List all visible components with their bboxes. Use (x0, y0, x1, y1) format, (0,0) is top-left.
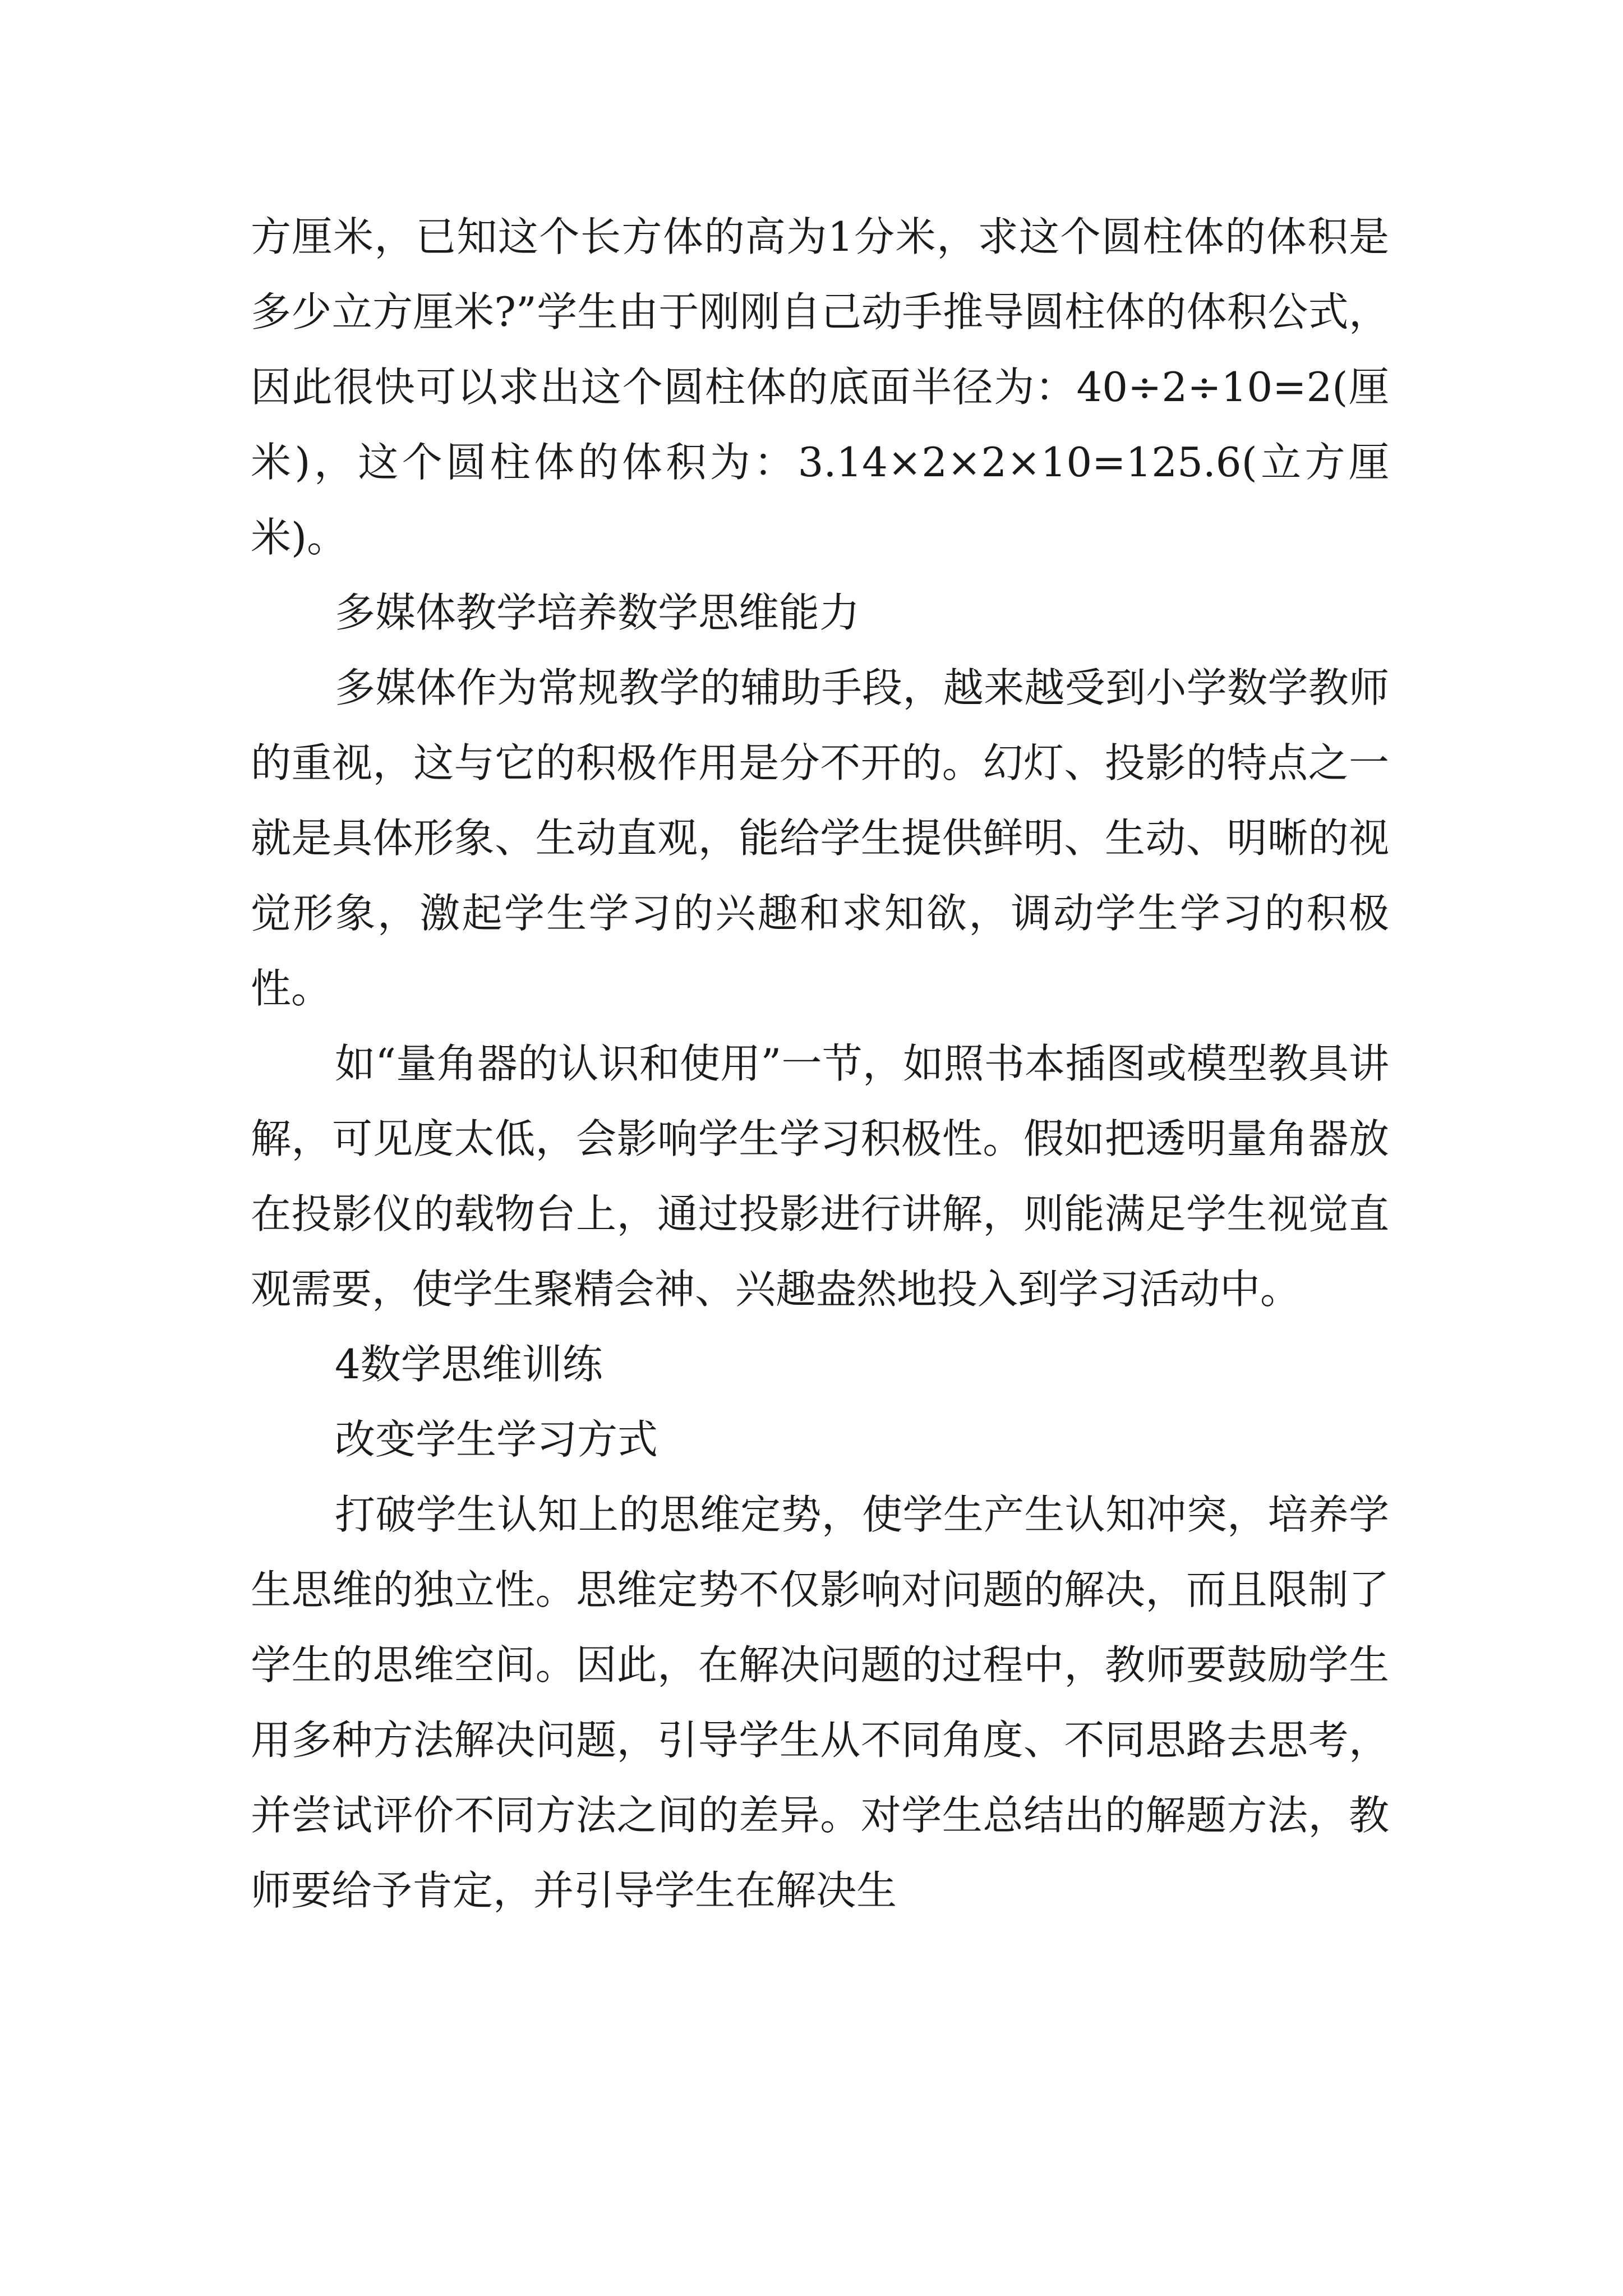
paragraph-continuation: 方厘米，已知这个长方体的高为1分米，求这个圆柱体的体积是多少立方厘米?”学生由于刚刚自己动手推导圆柱体的体积公式，因此很快可以求出这个圆柱体的底面半径为：40÷2÷10=2(厘米)，这个圆柱体的体积为：3.14×2×2×10=125.6(立方厘米)。 (251, 213, 1389, 561)
section-heading-thinking-training: 4数学思维训练 (335, 1341, 603, 1388)
section-heading-multimedia: 多媒体教学培养数学思维能力 (335, 589, 860, 636)
paragraph-multimedia-intro: 多媒体作为常规教学的辅助手段，越来越受到小学数学教师的重视，这与它的积极作用是分不开的。幻灯、投影的特点之一就是具体形象、生动直观，能给学生提供鲜明、生动、明晰的视觉形象，激起学生学习的兴趣和求知欲，调动学生学习的积极性。 (251, 664, 1389, 1012)
document-body (251, 199, 1389, 1928)
paragraph-thinking-patterns: 打破学生认知上的思维定势，使学生产生认知冲突，培养学生思维的独立性。思维定势不仅影响对问题的解决，而且限制了学生的思维空间。因此，在解决问题的过程中，教师要鼓励学生用多种方法解决问题，引导学生从不同角度、不同思路去思考，并尝试评价不同方法之间的差异。对学生总结出的解题方法，教师要给予肯定，并引导学生在解决生 (251, 1491, 1389, 1914)
paragraph-protractor-example: 如“量角器的认识和使用”一节，如照书本插图或模型教具讲解，可见度太低，会影响学生学习积极性。假如把透明量角器放在投影仪的载物台上，通过投影进行讲解，则能满足学生视觉直观需要，使学生聚精会神、兴趣盎然地投入到学习活动中。 (251, 1040, 1389, 1313)
section-heading-learning-style: 改变学生学习方式 (335, 1416, 658, 1463)
